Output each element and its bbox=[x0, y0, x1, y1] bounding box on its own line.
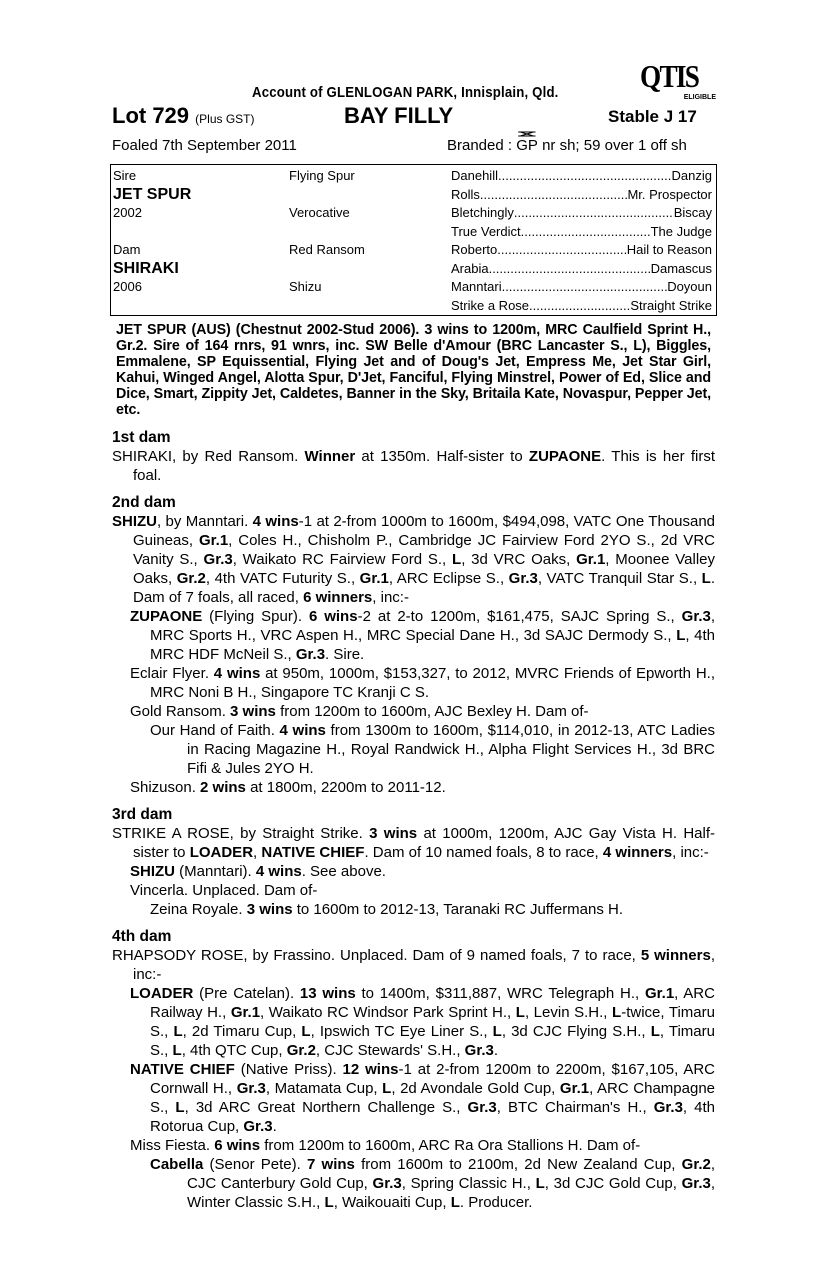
text: . Sire. bbox=[325, 646, 365, 663]
produce-entry bbox=[112, 881, 715, 900]
pedigree-ancestor bbox=[451, 204, 712, 222]
text: , 4th MRC HDF McNeil S., bbox=[150, 627, 716, 663]
bold-text: Gr.3 bbox=[236, 1080, 266, 1097]
pedigree-row bbox=[111, 167, 716, 186]
text: from 1200m to 1600m, AJC Bexley H. Dam of- bbox=[275, 703, 589, 720]
text: at 1800m, 2200m to 2011-12. bbox=[245, 779, 446, 796]
produce-entry bbox=[112, 778, 715, 797]
sire-summary: JET SPUR (AUS) (Chestnut 2002-Stud 2006). 3 wins to 1200m, MRC Caulfield Sprint H., Gr.2. Sire of 164 rnrs, 91 wnrs, inc. SW Belle d'Amour (BRC Lancaster S., L), Biggles, Emmalene, SP Equissential, Flying Jet and of Doug's Jet, Empress Me, Jet Star Girl, Kahui, Winged Angel, Alotta Spur, D'Jet, Fanciful, Flying Minstrel, Power of Ed, Slice and Dice, Smart, Zippity Jet, Caldetes, Banner in the Sky, Britaila Kate, Novaspur, Pepper Jet, etc. bbox=[116, 322, 711, 418]
bold-text: ZUPAONE bbox=[130, 608, 203, 625]
produce-entry bbox=[112, 862, 715, 881]
text: (Native Priss). bbox=[234, 1061, 343, 1078]
text: Miss Fiesta. bbox=[130, 1137, 215, 1154]
text: , MRC Sports H., VRC Aspen H., MRC Special Dane H., 3d SAJC Dermody S., bbox=[150, 608, 716, 644]
pedigree-ancestor bbox=[451, 167, 712, 185]
text: , Spring Classic H., bbox=[401, 1175, 536, 1192]
pedigree-row bbox=[111, 297, 716, 316]
family-record bbox=[112, 428, 715, 1212]
bold-text: L bbox=[172, 1042, 182, 1059]
bold-text: 4 wins bbox=[213, 665, 261, 682]
bold-text: 4 winners bbox=[602, 844, 673, 861]
text: , VATC Tranquil Star S., bbox=[537, 570, 702, 587]
text: at 1350m. Half-sister to bbox=[355, 448, 529, 465]
bold-text: Gr.2 bbox=[681, 1156, 711, 1173]
lot-number bbox=[112, 103, 255, 132]
text: . Dam of 10 named foals, 8 to race, bbox=[364, 844, 603, 861]
dot-leader bbox=[502, 278, 668, 296]
text: , Waikato RC Windsor Park Sprint H., bbox=[260, 1004, 516, 1021]
bold-text: 13 wins bbox=[299, 985, 356, 1002]
text: , Winter Classic S.H., bbox=[187, 1175, 715, 1211]
text: , inc:- bbox=[133, 947, 715, 983]
text: (Flying Spur). bbox=[202, 608, 309, 625]
ancestor-name: Manntari bbox=[451, 279, 502, 294]
produce-entry bbox=[112, 946, 715, 984]
produce-entry bbox=[112, 702, 715, 721]
dam-section bbox=[112, 805, 715, 919]
text: from 1300m to 1600m, $114,010, in 2012-13, ATC Ladies in Racing Magazine H., Royal Randwick H., Alpha Flight Services H., 3d BRC Fifi & Jules 2YO H. bbox=[187, 722, 715, 777]
bold-text: SHIZU bbox=[130, 863, 175, 880]
qtis-logo-text: QTIS bbox=[640, 58, 699, 94]
text: , BTC Chairman's H., bbox=[496, 1099, 654, 1116]
pedigree-ancestor bbox=[451, 223, 712, 241]
text: , 4th Rotorua Cup, bbox=[150, 1099, 715, 1135]
produce-entry bbox=[112, 824, 715, 862]
text: , Ipswich TC Eye Liner S., bbox=[310, 1023, 493, 1040]
text: . See above. bbox=[301, 863, 386, 880]
bold-text: L bbox=[612, 1004, 622, 1021]
text: , Waikato RC Fairview Ford S., bbox=[232, 551, 453, 568]
ancestor-sire: Doyoun bbox=[667, 279, 712, 294]
text: STRIKE A ROSE, by Straight Strike. bbox=[112, 825, 370, 842]
text: , 3d CJC Gold Cup, bbox=[544, 1175, 682, 1192]
bold-text: NATIVE CHIEF bbox=[261, 844, 365, 861]
bold-text: SHIZU bbox=[112, 513, 157, 530]
dot-leader bbox=[498, 167, 672, 185]
pedigree-ancestor bbox=[451, 186, 712, 204]
produce-entry bbox=[112, 1136, 715, 1155]
brand-details: nr sh; 59 over 1 off sh bbox=[542, 137, 687, 154]
ancestor-sire: Straight Strike bbox=[630, 297, 712, 313]
text: , Matamata Cup, bbox=[265, 1080, 383, 1097]
brand-mark-icon bbox=[516, 137, 538, 155]
bold-text: L bbox=[324, 1194, 334, 1211]
pedigree-row bbox=[111, 241, 716, 260]
bold-text: 6 winners bbox=[303, 589, 373, 606]
pedigree-parent: Red Ransom bbox=[289, 242, 365, 257]
text: (Senor Pete). bbox=[203, 1156, 307, 1173]
dam-section bbox=[112, 927, 715, 1212]
pedigree-ancestor bbox=[451, 278, 712, 296]
bold-text: Winner bbox=[304, 448, 356, 465]
bold-text: L bbox=[701, 570, 711, 587]
brand-crown-icon bbox=[516, 131, 538, 137]
section-heading: 2nd dam bbox=[112, 494, 176, 511]
dot-leader bbox=[497, 241, 626, 259]
ancestor-name: True Verdict bbox=[451, 223, 521, 239]
bold-text: 4 wins bbox=[252, 513, 299, 530]
bold-text: LOADER bbox=[189, 844, 254, 861]
bold-text: L bbox=[535, 1175, 545, 1192]
text: , ARC Champagne S., bbox=[150, 1080, 716, 1116]
bold-text: L bbox=[175, 1099, 185, 1116]
text: from 1600m to 2100m, 2d New Zealand Cup, bbox=[354, 1156, 682, 1173]
text: -twice, Timaru S., bbox=[150, 1004, 715, 1040]
bold-text: Gr.3 bbox=[203, 551, 233, 568]
text: to 1600m to 2012-13, Taranaki RC Juffermans H. bbox=[292, 901, 624, 918]
text-flow bbox=[112, 322, 715, 1212]
text: . bbox=[493, 1042, 499, 1059]
pedigree-ancestor bbox=[451, 297, 712, 315]
produce-entry bbox=[112, 984, 715, 1060]
text: (Pre Catelan). bbox=[193, 985, 300, 1002]
lot-label: Lot 729 bbox=[112, 103, 190, 128]
bold-text: Gr.2 bbox=[286, 1042, 316, 1059]
text: Zeina Royale. bbox=[150, 901, 247, 918]
text: -1 at 2-from 1000m to 1600m, $494,098, VATC One Thousand Guineas, bbox=[133, 513, 715, 549]
dot-leader bbox=[521, 223, 651, 241]
bold-text: ZUPAONE bbox=[528, 448, 602, 465]
pedigree-row bbox=[111, 278, 716, 297]
text: Our Hand of Faith. bbox=[150, 722, 280, 739]
bold-text: Gr.3 bbox=[681, 1175, 711, 1192]
text: , 4th VATC Futurity S., bbox=[205, 570, 360, 587]
produce-entry bbox=[112, 512, 715, 607]
pedigree-col1: 2002 bbox=[113, 205, 142, 220]
bold-text: Gr.3 bbox=[243, 1118, 273, 1135]
stable-location: Stable J 17 bbox=[608, 107, 697, 126]
text: , inc:- bbox=[672, 844, 709, 861]
text: RHAPSODY ROSE, by Frassino. Unplaced. Dam of 9 named foals, 7 to race, bbox=[112, 947, 641, 964]
bold-text: L bbox=[301, 1023, 311, 1040]
dam-section bbox=[112, 493, 715, 797]
ancestor-sire: The Judge bbox=[650, 223, 712, 239]
text: , by Manntari. bbox=[157, 513, 253, 530]
bold-text: L bbox=[450, 1194, 460, 1211]
produce-entry bbox=[112, 447, 715, 485]
pedigree-row bbox=[111, 204, 716, 223]
text: Eclair Flyer. bbox=[130, 665, 214, 682]
section-heading: 1st dam bbox=[112, 429, 171, 446]
text: , Timaru S., bbox=[150, 1023, 715, 1059]
bold-text: L bbox=[515, 1004, 525, 1021]
ancestor-sire: Danzig bbox=[671, 168, 712, 183]
brand-info bbox=[447, 137, 687, 155]
bold-text: L bbox=[382, 1080, 392, 1097]
section-heading: 3rd dam bbox=[112, 806, 173, 823]
ancestor-name: Bletchingly bbox=[451, 205, 514, 220]
text: to 1400m, $311,887, WRC Telegraph H., bbox=[355, 985, 645, 1002]
dam-section bbox=[112, 428, 715, 485]
bold-text: 7 wins bbox=[307, 1156, 355, 1173]
bold-text: Gr.1 bbox=[559, 1080, 590, 1097]
ancestor-sire: Mr. Prospector bbox=[627, 186, 712, 202]
bold-text: Gr.3 bbox=[653, 1099, 683, 1116]
ancestor-name: Strike a Rose bbox=[451, 297, 530, 313]
dot-leader bbox=[529, 297, 630, 315]
text: , 4th QTC Cup, bbox=[181, 1042, 287, 1059]
bold-text: 2 wins bbox=[200, 779, 246, 796]
bold-text: 4 wins bbox=[279, 722, 326, 739]
pedigree-col1: Sire bbox=[113, 168, 137, 183]
bold-text: Gr.1 bbox=[230, 1004, 261, 1021]
bold-text: Gr.3 bbox=[467, 1099, 497, 1116]
qtis-logo-sub: ELIGIBLE bbox=[683, 94, 716, 101]
branded-label: Branded : bbox=[447, 137, 513, 154]
text: , inc:- bbox=[372, 589, 409, 606]
bold-text: Cabella bbox=[150, 1156, 204, 1173]
bold-text: Gr.1 bbox=[359, 570, 389, 587]
text: SHIRAKI, by Red Ransom. bbox=[112, 448, 305, 465]
produce-entry bbox=[112, 607, 715, 664]
brand-mark: GP bbox=[516, 137, 538, 154]
pedigree-col1: 2006 bbox=[113, 279, 142, 294]
produce-entry bbox=[112, 664, 715, 702]
produce-entry bbox=[112, 1060, 715, 1136]
pedigree-ancestor bbox=[451, 241, 712, 259]
text: , ARC Eclipse S., bbox=[388, 570, 509, 587]
text: at 950m, 1000m, $153,327, to 2012, MVRC Friends of Epworth H., MRC Noni B H., Singapore TC Kranji C S. bbox=[150, 665, 715, 701]
ancestor-name: Roberto bbox=[451, 242, 498, 257]
text: . This is her first foal. bbox=[133, 448, 715, 484]
text: , Coles H., Chisholm P., Cambridge JC Fairview Ford 2YO S., 2d VRC Vanity S., bbox=[133, 532, 715, 568]
text: Shizuson. bbox=[130, 779, 201, 796]
text: , 3d CJC Flying S.H., bbox=[501, 1023, 651, 1040]
bold-text: 5 winners bbox=[640, 947, 711, 964]
text: Gold Ransom. bbox=[130, 703, 231, 720]
text: , 2d Avondale Gold Cup, bbox=[391, 1080, 560, 1097]
bold-text: L bbox=[452, 551, 462, 568]
foaling-date: Foaled 7th September 2011 bbox=[112, 137, 297, 154]
bold-text: Gr.3 bbox=[508, 570, 538, 587]
bold-text: Gr.3 bbox=[681, 608, 711, 625]
bold-text: 12 wins bbox=[342, 1061, 399, 1078]
pedigree-row bbox=[111, 186, 716, 205]
bold-text: Gr.3 bbox=[372, 1175, 402, 1192]
ancestor-sire: Biscay bbox=[673, 205, 712, 220]
text: (Manntari). bbox=[175, 863, 256, 880]
pedigree-parent: Shizu bbox=[289, 279, 322, 294]
text: , 2d Timaru Cup, bbox=[182, 1023, 302, 1040]
bold-text: L bbox=[492, 1023, 502, 1040]
text: at 1000m, 1200m, AJC Gay Vista H. Half-sister to bbox=[133, 825, 715, 861]
bold-text: Gr.1 bbox=[576, 551, 606, 568]
produce-entry bbox=[112, 1155, 715, 1212]
vendor-account: Account of GLENLOGAN PARK, Innisplain, Qld. bbox=[252, 84, 559, 101]
text: Vincerla. Unplaced. Dam of- bbox=[130, 882, 318, 899]
text: . Dam of 7 foals, all raced, bbox=[133, 570, 715, 606]
text: , Waikouaiti Cup, bbox=[333, 1194, 451, 1211]
text: , ARC Railway H., bbox=[150, 985, 715, 1021]
text: , bbox=[253, 844, 262, 861]
pedigree-ancestor bbox=[451, 260, 712, 278]
horse-description: BAY FILLY bbox=[344, 103, 454, 128]
bold-text: L bbox=[650, 1023, 660, 1040]
pedigree-row bbox=[111, 223, 716, 242]
text: -1 at 2-from 1200m to 2200m, $167,105, ARC Cornwall H., bbox=[150, 1061, 715, 1097]
bold-text: 6 wins bbox=[308, 608, 358, 625]
bold-text: 3 wins bbox=[230, 703, 276, 720]
bold-text: L bbox=[676, 627, 686, 644]
text: , Moonee Valley Oaks, bbox=[133, 551, 715, 587]
ancestor-name: Danehill bbox=[451, 168, 498, 183]
gst-note: (Plus GST) bbox=[195, 112, 255, 126]
produce-entry bbox=[112, 721, 715, 778]
text: from 1200m to 1600m, ARC Ra Ora Stallions H. Dam of- bbox=[260, 1137, 641, 1154]
produce-entry bbox=[112, 900, 715, 919]
dot-leader bbox=[480, 186, 628, 204]
pedigree-col1: JET SPUR bbox=[113, 185, 192, 203]
bold-text: Gr.1 bbox=[644, 985, 675, 1002]
ancestor-sire: Damascus bbox=[650, 260, 712, 276]
bold-text: Gr.2 bbox=[176, 570, 206, 587]
bold-text: LOADER bbox=[130, 985, 194, 1002]
bold-text: 3 wins bbox=[246, 901, 293, 918]
bold-text: 6 wins bbox=[214, 1137, 261, 1154]
bold-text: L bbox=[173, 1023, 183, 1040]
pedigree-col1: Dam bbox=[113, 242, 141, 257]
text: , 3d ARC Great Northern Challenge S., bbox=[184, 1099, 468, 1116]
pedigree-col1: SHIRAKI bbox=[113, 259, 179, 277]
pedigree-parent: Flying Spur bbox=[289, 168, 355, 183]
dot-leader bbox=[514, 204, 674, 222]
bold-text: NATIVE CHIEF bbox=[130, 1061, 235, 1078]
text: , 3d VRC Oaks, bbox=[461, 551, 577, 568]
bold-text: Gr.1 bbox=[198, 532, 229, 549]
ancestor-name: Rolls bbox=[451, 186, 480, 202]
pedigree-table bbox=[110, 164, 717, 316]
text: -2 at 2-to 1200m, $161,475, SAJC Spring S., bbox=[357, 608, 682, 625]
pedigree-parent: Verocative bbox=[289, 205, 350, 220]
text: , Levin S.H., bbox=[524, 1004, 613, 1021]
text: , CJC Stewards' S.H., bbox=[315, 1042, 465, 1059]
ancestor-sire: Hail to Reason bbox=[626, 242, 712, 257]
text: . Producer. bbox=[459, 1194, 533, 1211]
text: . bbox=[272, 1118, 277, 1135]
bold-text: 3 wins bbox=[369, 825, 418, 842]
bold-text: Gr.3 bbox=[464, 1042, 494, 1059]
section-heading: 4th dam bbox=[112, 928, 172, 945]
ancestor-name: Arabia bbox=[451, 260, 489, 276]
text: , CJC Canterbury Gold Cup, bbox=[187, 1156, 716, 1192]
dot-leader bbox=[489, 260, 651, 278]
bold-text: Gr.3 bbox=[295, 646, 326, 663]
qtis-eligible-logo bbox=[640, 60, 716, 104]
bold-text: 4 wins bbox=[255, 863, 302, 880]
pedigree-row bbox=[111, 260, 716, 279]
